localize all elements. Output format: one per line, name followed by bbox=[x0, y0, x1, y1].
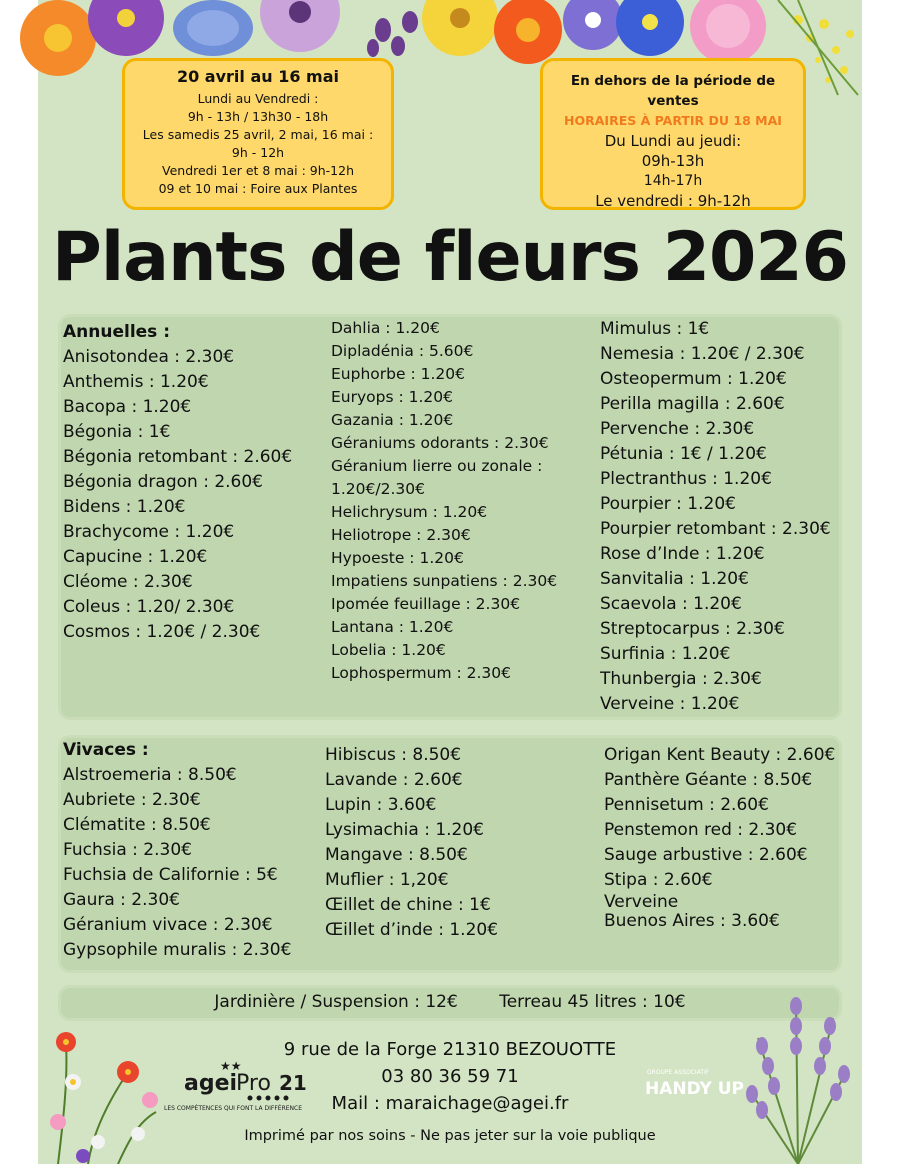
section-heading-annuelles: Annuelles : bbox=[63, 322, 171, 342]
hours-line: Du Lundi au jeudi: bbox=[604, 132, 742, 150]
price-item: Bégonia retombant : 2.60€ bbox=[63, 447, 293, 467]
price-item: Euryops : 1.20€ bbox=[331, 388, 454, 406]
price-item: Perilla magilla : 2.60€ bbox=[600, 394, 785, 414]
handy-up-name: HANDY UP bbox=[645, 1079, 744, 1099]
annuelles-column-1 bbox=[63, 320, 292, 645]
agei-logo-number: 21 bbox=[279, 1071, 307, 1095]
price-item: Plectranthus : 1.20€ bbox=[600, 469, 772, 489]
price-item: Œillet de chine : 1€ bbox=[325, 895, 491, 915]
price-item: Fuchsia de Californie : 5€ bbox=[63, 865, 278, 885]
sales-period-box bbox=[122, 58, 394, 210]
price-item: Streptocarpus : 2.30€ bbox=[600, 619, 785, 639]
price-item: Gazania : 1.20€ bbox=[331, 411, 454, 429]
flower-orange-left bbox=[20, 0, 96, 76]
price-item: Thunbergia : 2.30€ bbox=[600, 669, 762, 689]
price-item: Euphorbe : 1.20€ bbox=[331, 365, 465, 383]
price-item: Lysimachia : 1.20€ bbox=[325, 820, 484, 840]
off-season-subheading: HORAIRES À PARTIR DU 18 MAI bbox=[564, 113, 782, 128]
extras-line bbox=[58, 990, 842, 1014]
hours-line: 09h-13h bbox=[641, 152, 705, 170]
price-item: Gypsophile muralis : 2.30€ bbox=[63, 940, 292, 960]
price-item: Pétunia : 1€ / 1.20€ bbox=[600, 444, 767, 464]
terreau-price: Terreau 45 litres : 10€ bbox=[499, 992, 686, 1012]
price-item: Osteopermum : 1.20€ bbox=[600, 369, 787, 389]
price-item: Géranium lierre ou zonale : 1.20€/2.30€ bbox=[331, 457, 543, 498]
off-season-heading: En dehors de la période de ventes bbox=[570, 73, 776, 109]
vivaces-column-1 bbox=[63, 738, 291, 963]
price-item: Cosmos : 1.20€ / 2.30€ bbox=[63, 622, 261, 642]
price-item: Fuchsia : 2.30€ bbox=[63, 840, 192, 860]
agei-logo-name: agei bbox=[184, 1071, 238, 1096]
schedule-line: 9h - 12h bbox=[231, 145, 285, 160]
price-item: Alstroemeria : 8.50€ bbox=[63, 765, 237, 785]
phone-text: 03 80 36 59 71 bbox=[381, 1066, 519, 1087]
address-text: 9 rue de la Forge 21310 BEZOUOTTE bbox=[283, 1039, 617, 1060]
price-item: Bégonia : 1€ bbox=[63, 422, 171, 442]
price-item: Brachycome : 1.20€ bbox=[63, 522, 235, 542]
schedule-line: 9h - 13h / 13h30 - 18h bbox=[187, 109, 329, 124]
vivaces-column-3 bbox=[604, 743, 835, 931]
jardiniere-price: Jardinière / Suspension : 12€ bbox=[214, 992, 458, 1012]
price-item: Hibiscus : 8.50€ bbox=[325, 745, 462, 765]
price-item: Géraniums odorants : 2.30€ bbox=[331, 434, 549, 452]
price-item: Mimulus : 1€ bbox=[600, 319, 710, 339]
price-item: Aubriete : 2.30€ bbox=[63, 790, 201, 810]
price-item: Bidens : 1.20€ bbox=[63, 497, 186, 517]
price-item: Pervenche : 2.30€ bbox=[600, 419, 755, 439]
price-item: Anthemis : 1.20€ bbox=[63, 372, 209, 392]
price-item: Cléome : 2.30€ bbox=[63, 572, 193, 592]
price-item: Pourpier : 1.20€ bbox=[600, 494, 736, 514]
footer-note: Imprimé par nos soins - Ne pas jeter sur la voie publique bbox=[244, 1128, 656, 1144]
price-item: Lophospermum : 2.30€ bbox=[331, 664, 512, 682]
handy-up-logo bbox=[643, 1062, 753, 1108]
price-item: Buenos Aires : 3.60€ bbox=[604, 911, 780, 931]
price-item: Heliotrope : 2.30€ bbox=[331, 526, 471, 544]
price-item: Scaevola : 1.20€ bbox=[600, 594, 742, 614]
price-item: Anisotondea : 2.30€ bbox=[63, 347, 235, 367]
price-item: Panthère Géante : 8.50€ bbox=[604, 770, 813, 790]
price-item: Origan Kent Beauty : 2.60€ bbox=[604, 745, 836, 765]
agei-logo-tagline: LES COMPÉTENCES QUI FONT LA DIFFÉRENCE bbox=[164, 1105, 303, 1112]
price-item: Clématite : 8.50€ bbox=[63, 815, 211, 835]
price-item: Hypoeste : 1.20€ bbox=[331, 549, 464, 567]
hours-line: 14h-17h bbox=[643, 173, 703, 189]
price-item: Pennisetum : 2.60€ bbox=[604, 795, 769, 815]
schedule-line: Les samedis 25 avril, 2 mai, 16 mai : bbox=[142, 127, 374, 142]
hours-line: Le vendredi : 9h-12h bbox=[595, 192, 751, 210]
off-season-hours-box bbox=[540, 58, 806, 210]
price-item: Sauge arbustive : 2.60€ bbox=[604, 845, 808, 865]
price-item: Stipa : 2.60€ bbox=[604, 870, 713, 890]
price-item: Gaura : 2.30€ bbox=[63, 890, 180, 910]
price-item: Géranium vivace : 2.30€ bbox=[63, 915, 273, 935]
price-item: Muflier : 1,20€ bbox=[325, 870, 449, 890]
price-item: Capucine : 1.20€ bbox=[63, 547, 208, 567]
price-item: Dipladénia : 5.60€ bbox=[331, 342, 474, 360]
annuelles-column-2 bbox=[331, 317, 571, 685]
page-title: Plants de fleurs 2026 bbox=[52, 218, 848, 297]
sales-period-heading: 20 avril au 16 mai bbox=[176, 67, 340, 86]
price-item: Bégonia dragon : 2.60€ bbox=[63, 472, 263, 492]
price-item: Verveine bbox=[604, 892, 679, 912]
price-item: Pourpier retombant : 2.30€ bbox=[600, 519, 831, 539]
price-item: Penstemon red : 2.30€ bbox=[604, 820, 798, 840]
price-item: Impatiens sunpatiens : 2.30€ bbox=[331, 572, 558, 590]
price-item: Surfinia : 1.20€ bbox=[600, 644, 731, 664]
section-heading-vivaces: Vivaces : bbox=[63, 740, 149, 760]
price-item: Nemesia : 1.20€ / 2.30€ bbox=[600, 344, 805, 364]
schedule-line: Vendredi 1er et 8 mai : 9h-12h bbox=[162, 163, 354, 178]
price-item: Helichrysum : 1.20€ bbox=[331, 503, 488, 521]
price-item: Œillet d’inde : 1.20€ bbox=[325, 920, 499, 940]
schedule-line: 09 et 10 mai : Foire aux Plantes bbox=[158, 181, 358, 196]
annuelles-column-3 bbox=[600, 317, 831, 717]
svg-text:★★: ★★ bbox=[220, 1059, 242, 1073]
handy-up-group: GROUPE ASSOCIATIF bbox=[647, 1069, 710, 1076]
contact-block bbox=[270, 1036, 630, 1117]
price-item: Coleus : 1.20/ 2.30€ bbox=[63, 597, 235, 617]
price-item: Lantana : 1.20€ bbox=[331, 618, 454, 636]
price-item: Bacopa : 1.20€ bbox=[63, 397, 192, 417]
price-item: Verveine : 1.20€ bbox=[600, 694, 740, 714]
agei-logo-pro: Pro bbox=[236, 1071, 271, 1096]
price-item: Rose d’Inde : 1.20€ bbox=[600, 544, 765, 564]
schedule-line: Lundi au Vendredi : bbox=[197, 91, 319, 106]
price-item: Lavande : 2.60€ bbox=[325, 770, 463, 790]
price-item: Sanvitalia : 1.20€ bbox=[600, 569, 749, 589]
price-item: Lupin : 3.60€ bbox=[325, 795, 437, 815]
price-item: Mangave : 8.50€ bbox=[325, 845, 468, 865]
price-item: Dahlia : 1.20€ bbox=[331, 319, 440, 337]
price-item: Lobelia : 1.20€ bbox=[331, 641, 446, 659]
email-text: Mail : maraichage@agei.fr bbox=[331, 1093, 569, 1114]
price-item: Ipomée feuillage : 2.30€ bbox=[331, 595, 521, 613]
vivaces-column-2 bbox=[325, 743, 498, 943]
